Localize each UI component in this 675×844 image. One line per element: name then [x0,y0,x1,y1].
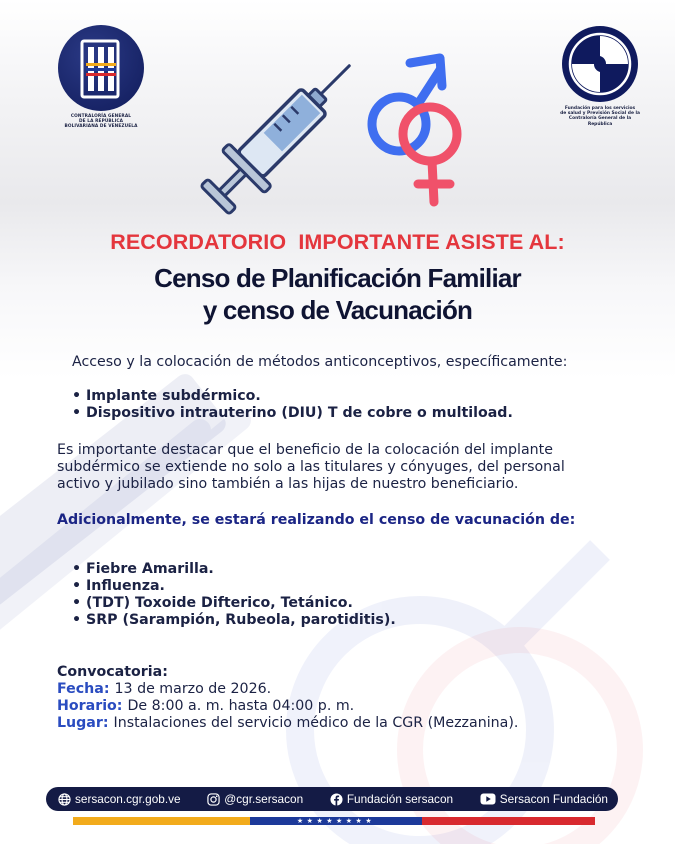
website-text: sersacon.cgr.gob.ve [75,792,181,806]
convocatoria-heading: Convocatoria: [57,664,168,680]
s-emblem-icon [562,26,638,102]
instagram-link[interactable] [207,792,303,806]
syringe-icon [195,55,355,225]
title-line-2: y censo de Vacunación [202,295,473,325]
note-line: activo y jubilado sino también a las hijas de nuestro beneficiario. [57,476,519,492]
headline: RECORDATORIO IMPORTANTE ASISTE AL: [110,230,565,254]
lugar-label: Lugar: [57,715,109,731]
list-item: • Fiebre Amarilla. [72,561,662,578]
title-line-1: Censo de Planificación Familiar [154,263,521,293]
facebook-icon [330,793,343,806]
note-line: subdérmico se extiende no solo a las titulares y cónyuges, del personal [57,459,565,475]
intro-text: Acceso y la colocación de métodos anticonceptivos, específicamente: [72,354,568,370]
instagram-text: @cgr.sersacon [224,792,304,806]
cgr-logo [58,25,144,129]
fecha-value: 13 de marzo de 2026. [114,681,272,697]
facebook-text: Fundación sersacon [346,792,454,806]
flag-red-band [422,817,595,825]
facebook-link[interactable] [330,792,453,806]
lugar-value: Instalaciones del servicio médico de la CGR (Mezzanina). [113,715,519,731]
list-item: • Implante subdérmico. [72,388,662,405]
list-item: • Influenza. [72,578,662,595]
list-item: • SRP (Sarampión, Rubeola, parotiditis). [72,612,662,629]
cgr-caption: CONTRALORÍA GENERAL DE LA REPÚBLICA BOLIVARIANA DE VENEZUELA [64,114,138,129]
flag-strip [73,817,595,825]
note-line: Es importante destacar que el beneficio de la colocación del implante [57,442,553,458]
youtube-text: Sersacon Fundación [499,792,608,806]
page-title [0,262,675,326]
flag-yellow-band [73,817,250,825]
gender-symbols-icon [362,50,472,210]
horario-value: De 8:00 a. m. hasta 04:00 p. m. [127,698,355,714]
horario-label: Horario: [57,698,123,714]
list-item: • Dispositivo intrauterino (DIU) T de cobre o multiload. [72,405,662,422]
youtube-icon [480,793,496,805]
list-item: • (TDT) Toxoide Difterico, Tetánico. [72,595,662,612]
convocatoria-block [57,664,657,732]
note-text [57,442,647,493]
building-icon [58,25,144,111]
sersacon-caption: Fundación para los servicios de salud y Previsión Social de la Contraloría General de la República [560,106,640,127]
horario-row [57,698,657,715]
globe-icon [58,793,71,806]
footer-bar [46,787,618,811]
instagram-icon [207,793,220,806]
website-link[interactable] [58,792,181,806]
fecha-row [57,681,657,698]
youtube-link[interactable] [480,792,608,806]
lugar-row [57,715,657,732]
flag-stars: ★★★★★★★★ [296,817,376,825]
methods-list [72,388,662,422]
cgr-emblem [58,25,144,111]
vaccines-list [72,561,662,629]
sersacon-emblem [562,26,638,102]
fecha-label: Fecha: [57,681,110,697]
additional-text: Adicionalmente, se estará realizando el censo de vacunación de: [57,512,576,528]
flag-blue-band [250,817,422,825]
sersacon-logo [556,26,644,127]
